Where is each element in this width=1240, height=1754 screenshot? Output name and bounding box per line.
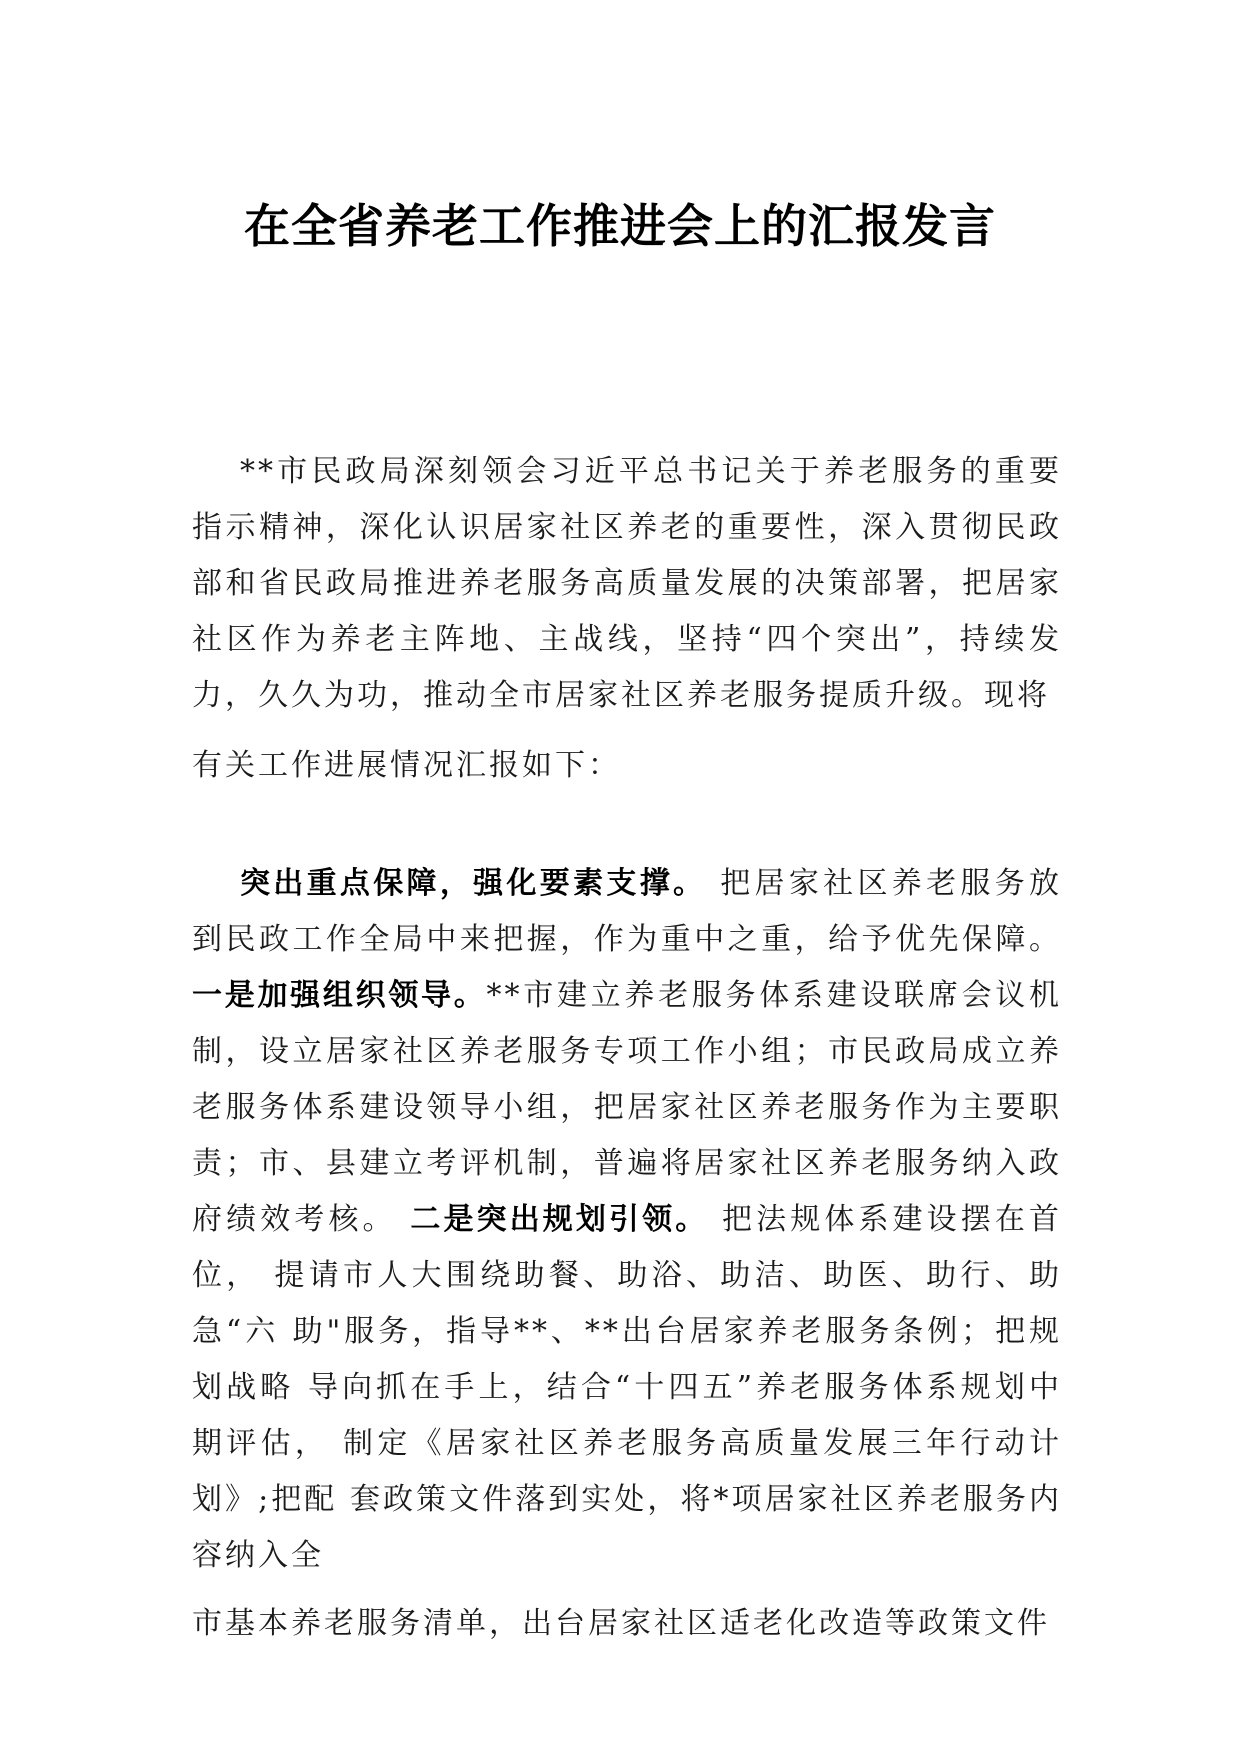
section1-heading: 突出重点保障，强化要素支撑。	[240, 866, 707, 901]
line-gap	[192, 724, 1062, 738]
section1-text-a: 把居家社区养老服务放到民政工作全局中来把握，作为重中之重，给予优先保障。	[192, 866, 1063, 957]
document-title: 在全省养老工作推进会上的汇报发言	[244, 199, 996, 253]
intro-text: **市民政局深刻领会习近平总书记关于养老服务的重要指示精神，深化认识居家社区养老的重要性，深入贯彻民政部和省民政局推进养老服务高质量发展的决策部署，把居家社区作为养老主阵地、主战线，坚持“四个突出”，持续发力，久久为功，推动全市居家社区养老服务提质升级。现将	[192, 454, 1062, 713]
intro-paragraph	[192, 444, 1062, 794]
point1-heading: 一是加强组织领导。	[192, 978, 487, 1013]
section1-text-b: **市建立养老服务体系建设联席会议机制，设立居家社区养老服务专项工作小组；市民政局成立养老服务体系建设领导小组，把居家社区养老服务作为主要职责；市、县建立考评机制，普遍将居家社区养老服务纳入政府绩效考核。	[192, 978, 1063, 1237]
section1-paragraph	[192, 856, 1062, 1584]
continuation-line: 市基本养老服务清单，出台居家社区适老化改造等政策文件	[192, 1606, 1050, 1641]
section1-text-c: 把法规体系建设摆在首位， 提请市人大围绕助餐、助浴、助洁、助医、助行、助急“六 助"服务，指导**、**出台居家养老服务条例；把规划战略 导向抓在手上，结合“十四五”养老服务体系规划中期评估， 制定《居家社区养老服务高质量发展三年行动计划》;把配 套政策文件落到实处，将*项居家社区养老服务内容纳入全	[192, 1202, 1062, 1573]
point2-heading: 二是突出规划引领。	[410, 1202, 709, 1237]
intro-last-line: 有关工作进展情况汇报如下：	[192, 748, 621, 783]
